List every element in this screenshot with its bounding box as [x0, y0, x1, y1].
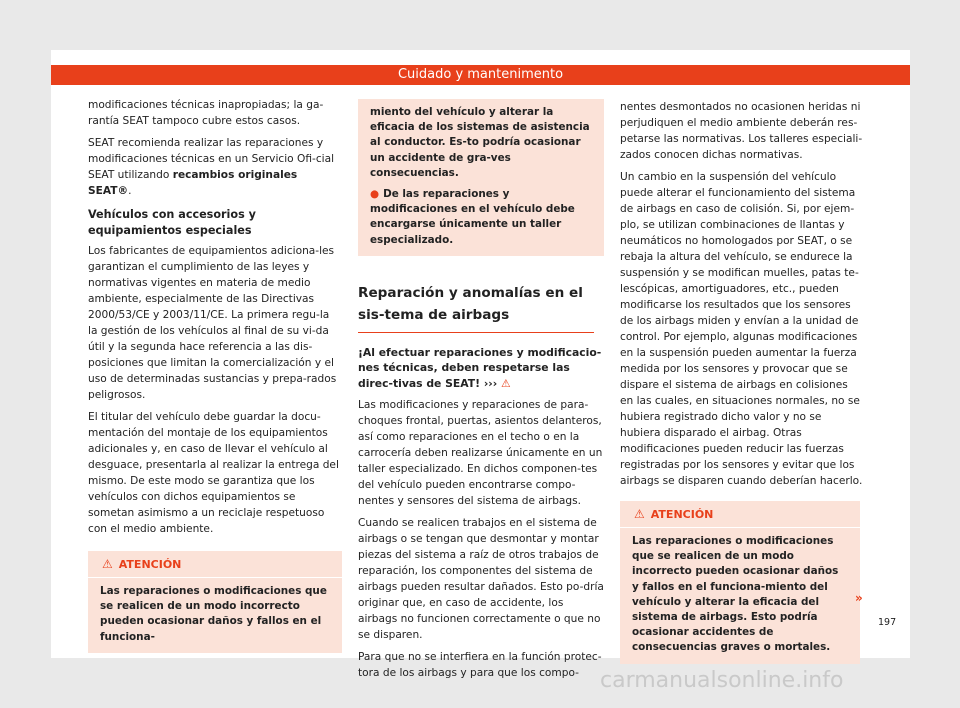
warning-title: ATENCIÓN: [650, 508, 714, 521]
paragraph: Un cambio en la suspensión del vehículo puede alterar el funcionamiento del sistema de airbags en caso de colisión. Si, por ejem-plo, se utilizan combinaciones de llantas y neumáticos no homologados por SEAT, o se rebaja la altura del vehículo, se endurece la suspensión y se modifican muelles, patas te-lescópicas, amortiguadores, etc., pueden modificarse los resultados que los sensores de los airbags miden y envían a la unidad de control. Por ejemplo, algunas modificaciones en la suspensión pueden aumentar la fuerza medida por los sensores y provocar que se dispare el sistema de airbags en colisiones en las cuales, en situaciones normales, no se hubiera registrado dicho valor y no se hubiera disparado el airbag. Otras modificaciones pueden reducir las fuerzas registradas por los sensores y evitar que los airbags se disparen cuando deberían hacerlo.: [620, 171, 863, 487]
watermark: carmanualsonline.info: [600, 668, 844, 693]
page-number: 197: [878, 617, 897, 628]
warning-box-continued: [358, 99, 604, 256]
paragraph: [88, 135, 342, 199]
subsection-title: Vehículos con accesorios y equipamientos especiales: [88, 208, 256, 237]
bullet-icon: ●: [370, 188, 380, 201]
intro-text: ¡Al efectuar reparaciones y modificacio-nes técnicas, deben respetarse las direc-tivas de SEAT! ›››: [358, 345, 602, 390]
warning-header: [88, 551, 342, 578]
warning-triangle-icon: ⚠: [634, 507, 645, 521]
warning-text: miento del vehículo y alterar la eficacia de los sistemas de asistencia al conductor. Es-to podría ocasionar un accidente de gra-ves consecuencias.: [370, 106, 590, 179]
warning-header: [620, 501, 860, 528]
section-title: Reparación y anomalías en el sis-tema de airbags: [358, 282, 594, 333]
paragraph-text: .: [128, 185, 132, 197]
warning-text: Las reparaciones o modificaciones que se realicen de un modo incorrecto pueden ocasionar daños y fallos en el funciona-: [100, 585, 327, 643]
warning-text: Las reparaciones o modificaciones que se realicen de un modo incorrecto pueden ocasionar daños y fallos en el funciona-miento del vehículo y alterar la eficacia del sistema de airbags. Esto podría ocasionar accidentes de consecuencias graves o mortales.: [632, 535, 839, 654]
section-intro: [358, 345, 604, 392]
column-1: [88, 97, 342, 653]
column-2: [358, 99, 604, 681]
paragraph: Cuando se realicen trabajos en el sistema de airbags o se tengan que desmontar y montar piezas del sistema a raíz de otros trabajos de reparación, los componentes del sistema de airbags pueden resultar dañados. Esto po-dría originar que, en caso de accidente, los airbags no funcionen correctamente o que no se disparen.: [358, 517, 604, 642]
warning-triangle-icon: ⚠: [102, 557, 113, 571]
bold-text: recambios originales SEAT®: [88, 169, 298, 197]
paragraph: Los fabricantes de equipamientos adiciona-les garantizan el cumplimiento de las leyes y normativas vigentes en materia de medio ambiente, especialmente de las Directivas 2000/53/CE y 2003/11/CE. La primera regu-la la gestión de los vehículos al final de su vi-da útil y la segunda hace referencia a las dis-posiciones que limitan la comercialización y el uso de determinadas sustancias y prepa-rados peligrosos.: [88, 245, 337, 401]
paragraph: Para que no se interfiera en la función protec-tora de los airbags y para que los compo-: [358, 651, 602, 680]
paragraph: Las modificaciones y reparaciones de para-choques frontal, puertas, asientos delanteros, así como reparaciones en el techo o en la carrocería deben realizarse únicamente en un taller especializado. En dichos componen-tes del vehículo pueden encontrarse compo-nentes y sensores del sistema de airbags.: [358, 399, 603, 508]
paragraph: modificaciones técnicas inapropiadas; la ga-rantía SEAT tampoco cubre estos casos.: [88, 99, 324, 127]
column-3: [620, 99, 864, 664]
warning-triangle-icon: ⚠: [500, 376, 511, 390]
warning-bullet: [370, 187, 596, 248]
warning-bullet-text: De las reparaciones y modificaciones en el vehículo debe encargarse únicamente un taller especializado.: [370, 188, 575, 246]
paragraph-text: SEAT recomienda realizar las reparaciones y modificaciones técnicas en un Servicio Ofi-cial SEAT utilizando: [88, 137, 335, 181]
paragraph: El titular del vehículo debe guardar la docu-mentación del montaje de los equipamientos adicionales y, en caso de llevar el vehículo al desguace, presentarla al realizar la entrega del mismo. De este modo se garantiza que los vehículos con dichos equipamientos se sometan asimismo a un reciclaje respetuoso con el medio ambiente.: [88, 411, 339, 535]
paragraph: nentes desmontados no ocasionen heridas ni perjudiquen el medio ambiente deberán res-petarse las normativas. Los talleres especiali-zados conocen dichas normativas.: [620, 101, 863, 161]
warning-title: ATENCIÓN: [118, 558, 182, 571]
continue-mark: »: [855, 591, 863, 605]
warning-box: [620, 501, 860, 664]
page-header: Cuidado y mantenimento: [51, 65, 910, 85]
warning-box: [88, 551, 342, 653]
